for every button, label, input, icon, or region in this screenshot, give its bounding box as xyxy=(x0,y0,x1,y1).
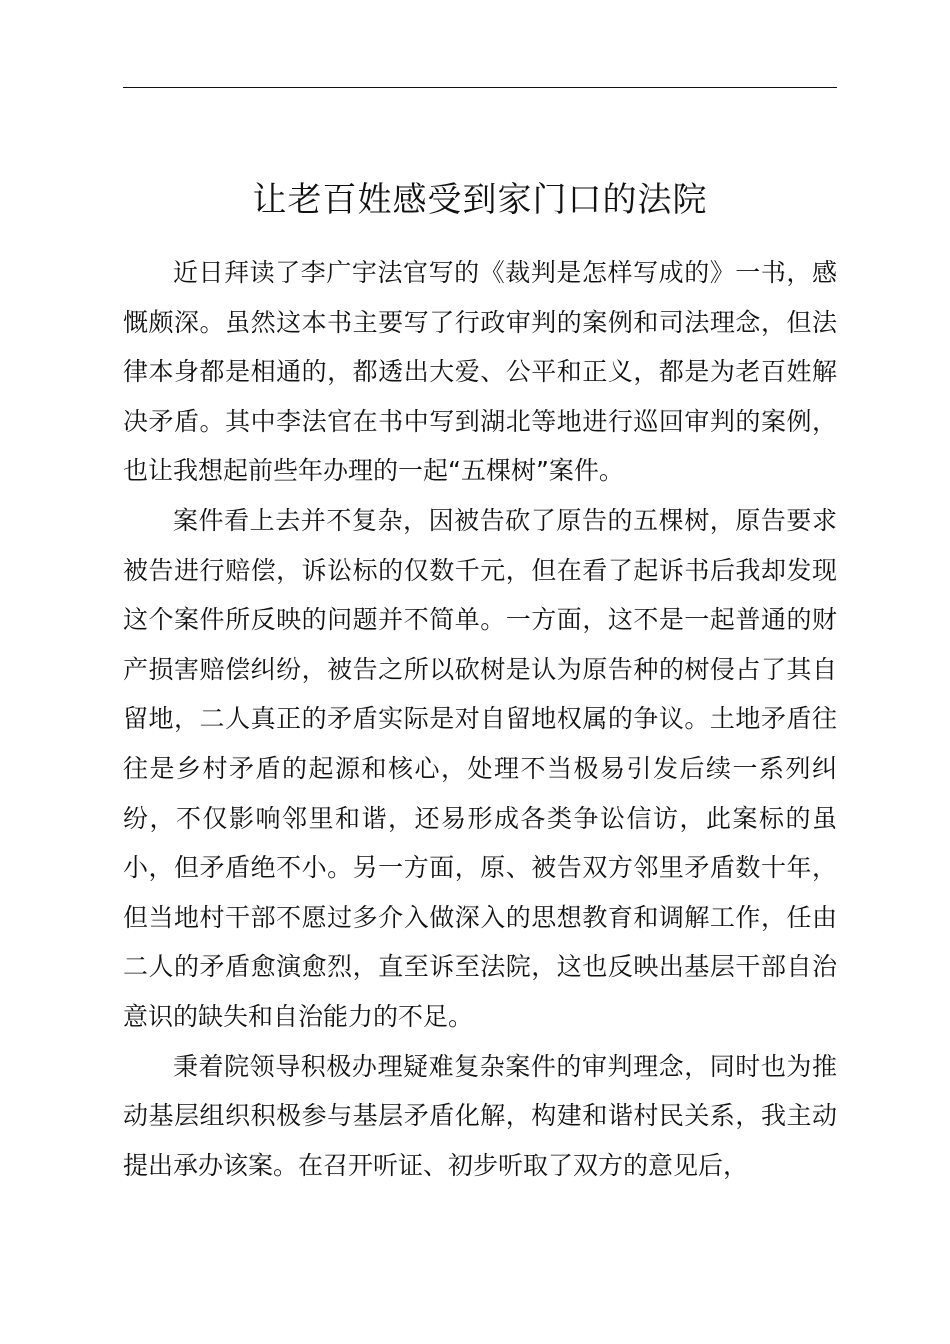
paragraph-1: 近日拜读了李广宇法官写的《裁判是怎样写成的》一书，感慨颇深。虽然这本书主要写了行政审判的案例和司法理念，但法律本身都是相通的，都透出大爱、公平和正义，都是为老百姓解决矛盾。其中李法官在书中写到湖北等地进行巡回审判的案例，也让我想起前些年办理的一起“五棵树”案件。 xyxy=(123,258,837,486)
paragraph-2: 案件看上去并不复杂，因被告砍了原告的五棵树，原告要求被告进行赔偿，诉讼标的仅数千元，但在看了起诉书后我却发现这个案件所反映的问题并不简单。一方面，这不是一起普通的财产损害赔偿纠纷，被告之所以砍树是认为原告种的树侵占了其自留地，二人真正的矛盾实际是对自留地权属的争议。土地矛盾往往是乡村矛盾的起源和核心，处理不当极易引发后续一系列纠纷，不仅影响邻里和谐，还易形成各类争讼信访，此案标的虽小，但矛盾绝不小。另一方面，原、被告双方邻里矛盾数十年，但当地村干部不愿过多介入做深入的思想教育和调解工作，任由二人的矛盾愈演愈烈，直至诉至法院，这也反映出基层干部自治意识的缺失和自治能力的不足。 xyxy=(123,505,837,1031)
header-rule xyxy=(123,87,837,88)
document-body xyxy=(123,248,837,1190)
paragraph-3: 秉着院领导积极办理疑难复杂案件的审判理念，同时也为推动基层组织积极参与基层矛盾化解，构建和谐村民关系，我主动提出承办该案。在召开听证、初步听取了双方的意见后， xyxy=(123,1051,837,1180)
document-title: 让老百姓感受到家门口的法院 xyxy=(252,180,708,220)
